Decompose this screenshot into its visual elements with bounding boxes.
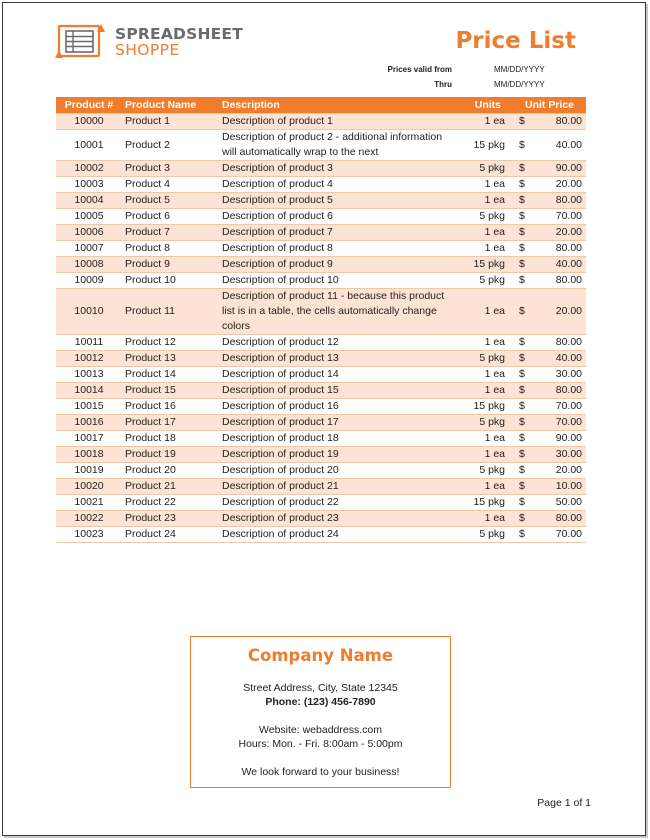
- product-units-cell: 5 pkg: [459, 415, 515, 431]
- unit-price-cell: 70.00: [533, 415, 586, 431]
- table-row: [56, 383, 586, 399]
- company-info-box: [190, 636, 451, 788]
- currency-symbol-cell: $: [515, 463, 533, 479]
- logo-text-shoppe: SHOPPE: [115, 41, 180, 59]
- price-table: [56, 97, 586, 543]
- product-number-cell: 10021: [56, 495, 122, 511]
- product-units-cell: 5 pkg: [459, 161, 515, 177]
- table-row: [56, 511, 586, 527]
- product-name-cell: Product 14: [122, 367, 219, 383]
- product-description-cell: Description of product 17: [219, 415, 459, 431]
- product-description-cell: Description of product 2 - additional information will automatically wrap to the next: [219, 130, 459, 161]
- currency-symbol-cell: $: [515, 193, 533, 209]
- product-number-cell: 10014: [56, 383, 122, 399]
- header-unit-price: Unit Price: [515, 97, 586, 114]
- thru-label: Thru: [434, 80, 452, 89]
- product-description-cell: Description of product 5: [219, 193, 459, 209]
- product-name-cell: Product 13: [122, 351, 219, 367]
- unit-price-cell: 80.00: [533, 511, 586, 527]
- product-description-cell: Description of product 22: [219, 495, 459, 511]
- currency-symbol-cell: $: [515, 225, 533, 241]
- product-name-cell: Product 9: [122, 257, 219, 273]
- product-name-cell: Product 3: [122, 161, 219, 177]
- product-number-cell: 10019: [56, 463, 122, 479]
- product-number-cell: 10002: [56, 161, 122, 177]
- table-row: [56, 415, 586, 431]
- product-description-cell: Description of product 20: [219, 463, 459, 479]
- product-description-cell: Description of product 3: [219, 161, 459, 177]
- thru-value: MM/DD/YYYY: [494, 80, 545, 89]
- product-number-cell: 10013: [56, 367, 122, 383]
- table-row: [56, 257, 586, 273]
- product-number-cell: 10009: [56, 273, 122, 289]
- product-description-cell: Description of product 9: [219, 257, 459, 273]
- page-title: Price List: [455, 28, 576, 54]
- product-description-cell: Description of product 23: [219, 511, 459, 527]
- product-units-cell: 1 ea: [459, 447, 515, 463]
- company-name: Company Name: [247, 646, 394, 665]
- unit-price-cell: 70.00: [533, 209, 586, 225]
- company-address: Street Address, City, State 12345: [243, 682, 398, 694]
- product-name-cell: Product 24: [122, 527, 219, 543]
- table-row: [56, 209, 586, 225]
- currency-symbol-cell: $: [515, 479, 533, 495]
- product-description-cell: Description of product 16: [219, 399, 459, 415]
- unit-price-cell: 80.00: [533, 193, 586, 209]
- product-name-cell: Product 19: [122, 447, 219, 463]
- product-name-cell: Product 5: [122, 193, 219, 209]
- product-name-cell: Product 6: [122, 209, 219, 225]
- unit-price-cell: 80.00: [533, 241, 586, 257]
- currency-symbol-cell: $: [515, 367, 533, 383]
- product-description-cell: Description of product 14: [219, 367, 459, 383]
- product-description-cell: Description of product 7: [219, 225, 459, 241]
- product-number-cell: 10001: [56, 130, 122, 161]
- product-number-cell: 10012: [56, 351, 122, 367]
- currency-symbol-cell: $: [515, 273, 533, 289]
- table-row: [56, 479, 586, 495]
- product-number-cell: 10015: [56, 399, 122, 415]
- company-phone: [191, 695, 450, 709]
- table-row: [56, 241, 586, 257]
- unit-price-cell: 30.00: [533, 367, 586, 383]
- header-product-number: Product #: [56, 97, 122, 114]
- product-units-cell: 1 ea: [459, 114, 515, 130]
- product-name-cell: Product 10: [122, 273, 219, 289]
- unit-price-cell: 20.00: [533, 463, 586, 479]
- currency-symbol-cell: $: [515, 495, 533, 511]
- product-description-cell: Description of product 11 - because this product list is in a table, the cells automatically change colors: [219, 289, 459, 335]
- product-number-cell: 10011: [56, 335, 122, 351]
- table-row: [56, 447, 586, 463]
- table-row: [56, 367, 586, 383]
- product-description-cell: Description of product 10: [219, 273, 459, 289]
- currency-symbol-cell: $: [515, 241, 533, 257]
- product-units-cell: 1 ea: [459, 383, 515, 399]
- currency-symbol-cell: $: [515, 130, 533, 161]
- product-number-cell: 10016: [56, 415, 122, 431]
- product-number-cell: 10007: [56, 241, 122, 257]
- product-number-cell: 10020: [56, 479, 122, 495]
- product-number-cell: 10000: [56, 114, 122, 130]
- product-units-cell: 1 ea: [459, 367, 515, 383]
- product-name-cell: Product 8: [122, 241, 219, 257]
- product-name-cell: Product 18: [122, 431, 219, 447]
- product-number-cell: 10022: [56, 511, 122, 527]
- currency-symbol-cell: $: [515, 177, 533, 193]
- table-row: [56, 431, 586, 447]
- unit-price-cell: 20.00: [533, 225, 586, 241]
- product-name-cell: Product 2: [122, 130, 219, 161]
- product-description-cell: Description of product 13: [219, 351, 459, 367]
- company-website: Website: webaddress.com: [259, 724, 382, 736]
- product-units-cell: 1 ea: [459, 335, 515, 351]
- table-row: [56, 225, 586, 241]
- table-row: [56, 351, 586, 367]
- currency-symbol-cell: $: [515, 257, 533, 273]
- header-units: Units: [459, 97, 515, 114]
- product-name-cell: Product 17: [122, 415, 219, 431]
- currency-symbol-cell: $: [515, 161, 533, 177]
- product-description-cell: Description of product 24: [219, 527, 459, 543]
- company-hours: Hours: Mon. - Fri. 8:00am - 5:00pm: [238, 738, 403, 750]
- product-name-cell: Product 21: [122, 479, 219, 495]
- table-row: [56, 463, 586, 479]
- unit-price-cell: 80.00: [533, 273, 586, 289]
- table-row: [56, 273, 586, 289]
- table-row: [56, 495, 586, 511]
- product-name-cell: Product 1: [122, 114, 219, 130]
- product-units-cell: 1 ea: [459, 225, 515, 241]
- product-units-cell: 5 pkg: [459, 209, 515, 225]
- table-row: [56, 289, 586, 335]
- unit-price-cell: 30.00: [533, 447, 586, 463]
- product-description-cell: Description of product 21: [219, 479, 459, 495]
- currency-symbol-cell: $: [515, 383, 533, 399]
- spreadsheet-arrows-icon: [55, 22, 105, 60]
- product-name-cell: Product 12: [122, 335, 219, 351]
- product-description-cell: Description of product 15: [219, 383, 459, 399]
- product-number-cell: 10023: [56, 527, 122, 543]
- table-row: [56, 193, 586, 209]
- table-header-row: [56, 97, 586, 114]
- currency-symbol-cell: $: [515, 289, 533, 335]
- product-description-cell: Description of product 4: [219, 177, 459, 193]
- product-name-cell: Product 4: [122, 177, 219, 193]
- unit-price-cell: 40.00: [533, 351, 586, 367]
- product-number-cell: 10004: [56, 193, 122, 209]
- product-units-cell: 5 pkg: [459, 273, 515, 289]
- product-number-cell: 10008: [56, 257, 122, 273]
- product-units-cell: 5 pkg: [459, 463, 515, 479]
- unit-price-cell: 50.00: [533, 495, 586, 511]
- product-units-cell: 1 ea: [459, 479, 515, 495]
- header-description: Description: [219, 97, 459, 114]
- product-name-cell: Product 22: [122, 495, 219, 511]
- currency-symbol-cell: $: [515, 399, 533, 415]
- product-description-cell: Description of product 18: [219, 431, 459, 447]
- product-number-cell: 10005: [56, 209, 122, 225]
- product-units-cell: 1 ea: [459, 289, 515, 335]
- unit-price-cell: 70.00: [533, 399, 586, 415]
- company-tagline: We look forward to your business!: [241, 766, 400, 778]
- brand-logo: [55, 20, 255, 64]
- product-units-cell: 5 pkg: [459, 351, 515, 367]
- table-row: [56, 399, 586, 415]
- table-row: [56, 114, 586, 130]
- currency-symbol-cell: $: [515, 415, 533, 431]
- table-body: [56, 114, 586, 543]
- currency-symbol-cell: $: [515, 447, 533, 463]
- currency-symbol-cell: $: [515, 335, 533, 351]
- product-number-cell: 10017: [56, 431, 122, 447]
- unit-price-cell: 10.00: [533, 479, 586, 495]
- product-units-cell: 15 pkg: [459, 495, 515, 511]
- product-number-cell: 10006: [56, 225, 122, 241]
- product-description-cell: Description of product 12: [219, 335, 459, 351]
- unit-price-cell: 40.00: [533, 257, 586, 273]
- product-number-cell: 10003: [56, 177, 122, 193]
- unit-price-cell: 90.00: [533, 431, 586, 447]
- company-phone-text: Phone: (123) 456-7890: [265, 696, 376, 708]
- table-row: [56, 161, 586, 177]
- product-units-cell: 15 pkg: [459, 130, 515, 161]
- product-units-cell: 1 ea: [459, 431, 515, 447]
- table-row: [56, 177, 586, 193]
- product-description-cell: Description of product 19: [219, 447, 459, 463]
- valid-from-label: Prices valid from: [387, 65, 452, 74]
- unit-price-cell: 20.00: [533, 177, 586, 193]
- currency-symbol-cell: $: [515, 114, 533, 130]
- product-units-cell: 1 ea: [459, 193, 515, 209]
- currency-symbol-cell: $: [515, 511, 533, 527]
- unit-price-cell: 20.00: [533, 289, 586, 335]
- product-description-cell: Description of product 6: [219, 209, 459, 225]
- currency-symbol-cell: $: [515, 431, 533, 447]
- unit-price-cell: 40.00: [533, 130, 586, 161]
- product-name-cell: Product 7: [122, 225, 219, 241]
- product-units-cell: 5 pkg: [459, 527, 515, 543]
- table-row: [56, 335, 586, 351]
- unit-price-cell: 80.00: [533, 335, 586, 351]
- product-description-cell: Description of product 1: [219, 114, 459, 130]
- product-name-cell: Product 23: [122, 511, 219, 527]
- valid-from-value: MM/DD/YYYY: [494, 65, 545, 74]
- product-name-cell: Product 16: [122, 399, 219, 415]
- product-units-cell: 1 ea: [459, 511, 515, 527]
- product-units-cell: 15 pkg: [459, 399, 515, 415]
- currency-symbol-cell: $: [515, 527, 533, 543]
- unit-price-cell: 70.00: [533, 527, 586, 543]
- product-number-cell: 10018: [56, 447, 122, 463]
- product-name-cell: Product 11: [122, 289, 219, 335]
- logo-text-spreadsheet: SPREADSHEET: [115, 25, 243, 43]
- currency-symbol-cell: $: [515, 351, 533, 367]
- product-name-cell: Product 20: [122, 463, 219, 479]
- table-row: [56, 527, 586, 543]
- product-number-cell: 10010: [56, 289, 122, 335]
- product-units-cell: 15 pkg: [459, 257, 515, 273]
- product-description-cell: Description of product 8: [219, 241, 459, 257]
- unit-price-cell: 90.00: [533, 161, 586, 177]
- page-number: Page 1 of 1: [537, 797, 591, 809]
- table-row: [56, 130, 586, 161]
- header-product-name: Product Name: [122, 97, 219, 114]
- product-units-cell: 1 ea: [459, 241, 515, 257]
- product-name-cell: Product 15: [122, 383, 219, 399]
- unit-price-cell: 80.00: [533, 114, 586, 130]
- product-units-cell: 1 ea: [459, 177, 515, 193]
- unit-price-cell: 80.00: [533, 383, 586, 399]
- currency-symbol-cell: $: [515, 209, 533, 225]
